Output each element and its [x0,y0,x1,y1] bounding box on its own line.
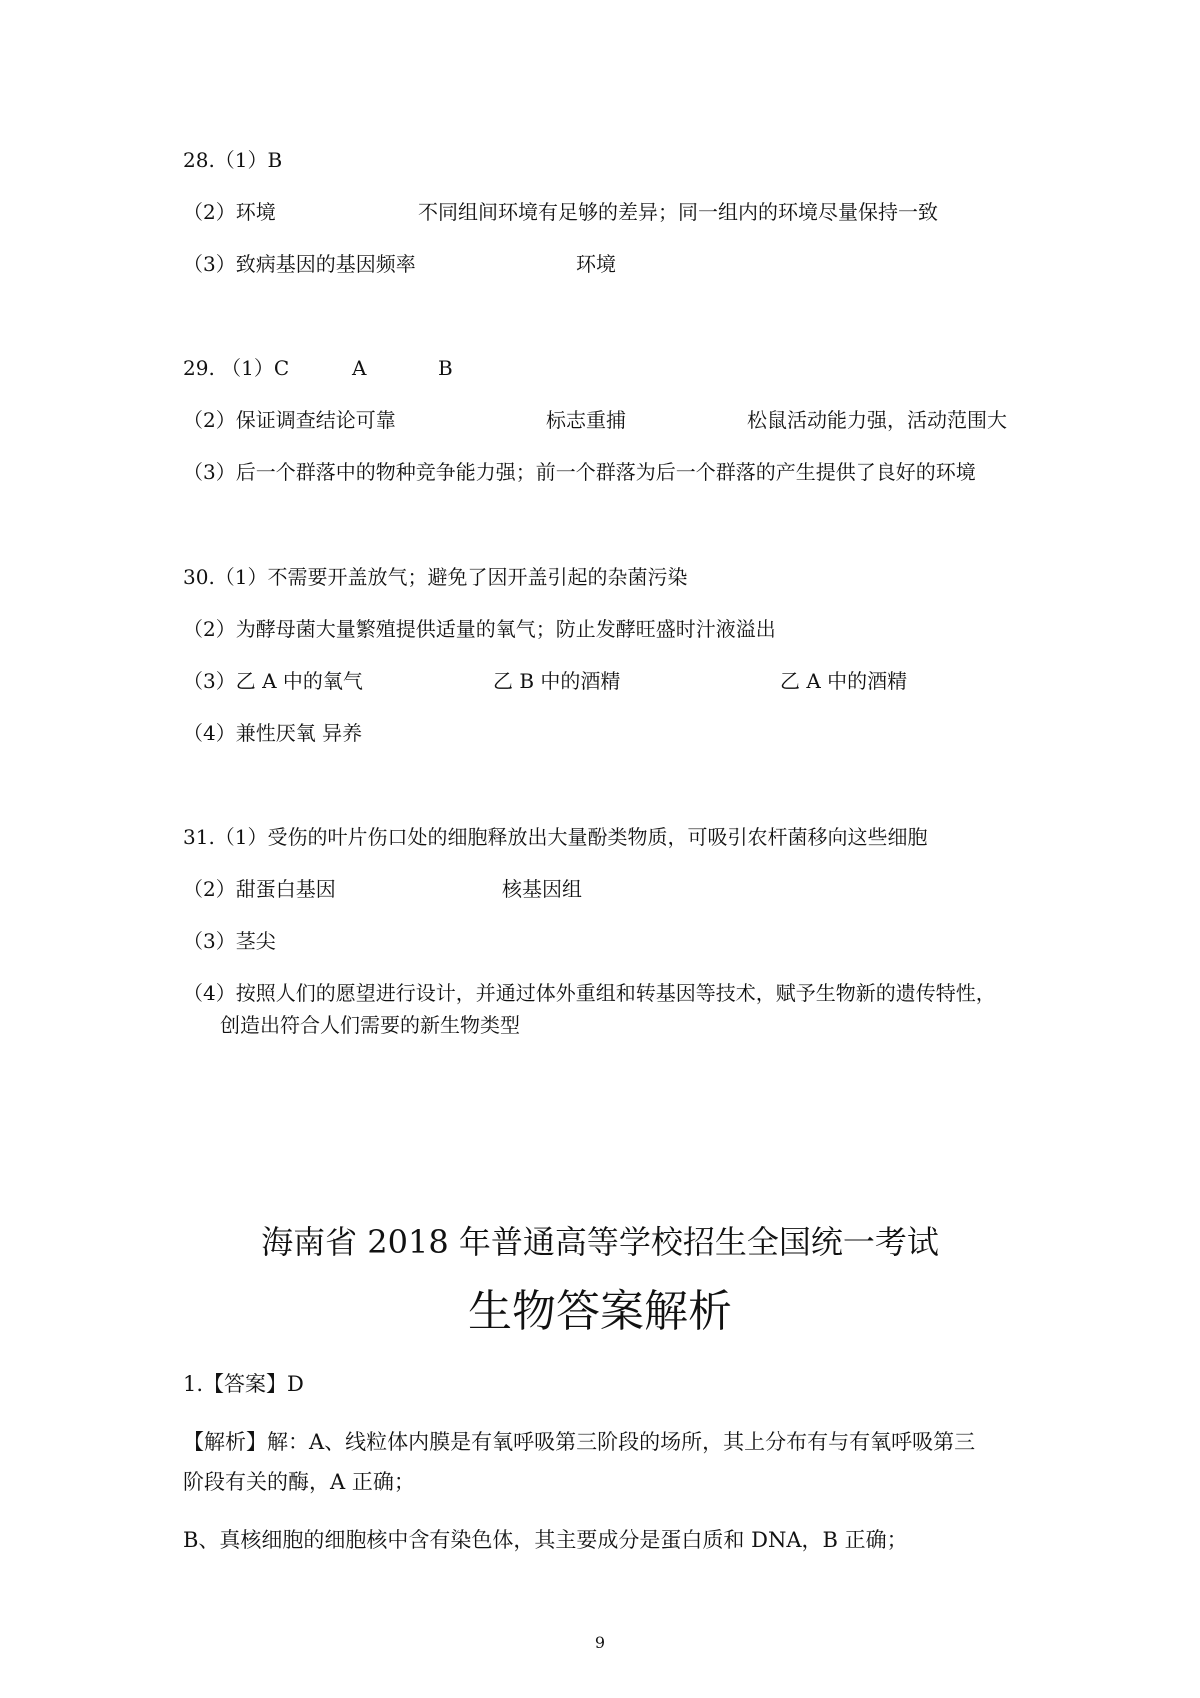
q28-line-2-text: 不同组间环境有足够的差异；同一组内的环境尽量保持一致 [418,200,938,224]
q29-line-2-c: 松鼠活动能力强，活动范围大 [747,408,1007,432]
answer-1: 1.【答案】D [183,1372,304,1396]
q28-line-3-label: （3）致病基因的基因频率 [183,252,416,276]
q31-line-2-a: （2）甜蛋白基因 [183,877,336,901]
q29-line-1-c: B [438,356,453,380]
q31-line-2-b: 核基因组 [502,877,582,901]
q28-line-3-text: 环境 [576,252,616,276]
exam-title: 海南省 2018 年普通高等学校招生全国统一考试 [261,1223,939,1261]
q30-line-3-a: （3）乙 A 中的氧气 [183,669,363,693]
analysis-line-1: 【解析】解：A、线粒体内膜是有氧呼吸第三阶段的场所，其上分布有与有氧呼吸第三 [183,1430,976,1454]
exam-subtitle: 生物答案解析 [468,1286,732,1337]
q30-line-2: （2）为酵母菌大量繁殖提供适量的氧气；防止发酵旺盛时汁液溢出 [183,617,776,641]
q29-line-2-b: 标志重捕 [546,408,626,432]
q30-line-3-c: 乙 A 中的酒精 [780,669,908,693]
q30-line-4: （4）兼性厌氧 异养 [183,721,363,745]
q30-line-3-b: 乙 B 中的酒精 [493,669,621,693]
page-number: 9 [594,1633,606,1652]
q31-line-5: 创造出符合人们需要的新生物类型 [220,1013,520,1037]
q29-line-2-a: （2）保证调查结论可靠 [183,408,396,432]
q29-line-3: （3）后一个群落中的物种竞争能力强；前一个群落为后一个群落的产生提供了良好的环境 [183,460,976,484]
q29-line-1-b: A [352,356,367,380]
analysis-line-3: B、真核细胞的细胞核中含有染色体，其主要成分是蛋白质和 DNA，B 正确； [183,1528,908,1552]
q29-line-1-a: 29. （1）C [183,356,290,380]
q31-line-3: （3）茎尖 [183,929,276,953]
q28-line-2-label: （2）环境 [183,200,276,224]
q31-line-4: （4）按照人们的愿望进行设计，并通过体外重组和转基因等技术，赋予生物新的遗传特性， [183,981,996,1005]
analysis-line-2: 阶段有关的酶，A 正确； [183,1470,415,1494]
q28-line-1: 28.（1）B [183,148,283,172]
q30-line-1: 30.（1）不需要开盖放气；避免了因开盖引起的杂菌污染 [183,565,688,589]
q31-line-1: 31.（1）受伤的叶片伤口处的细胞释放出大量酚类物质，可吸引农杆菌移向这些细胞 [183,825,928,849]
